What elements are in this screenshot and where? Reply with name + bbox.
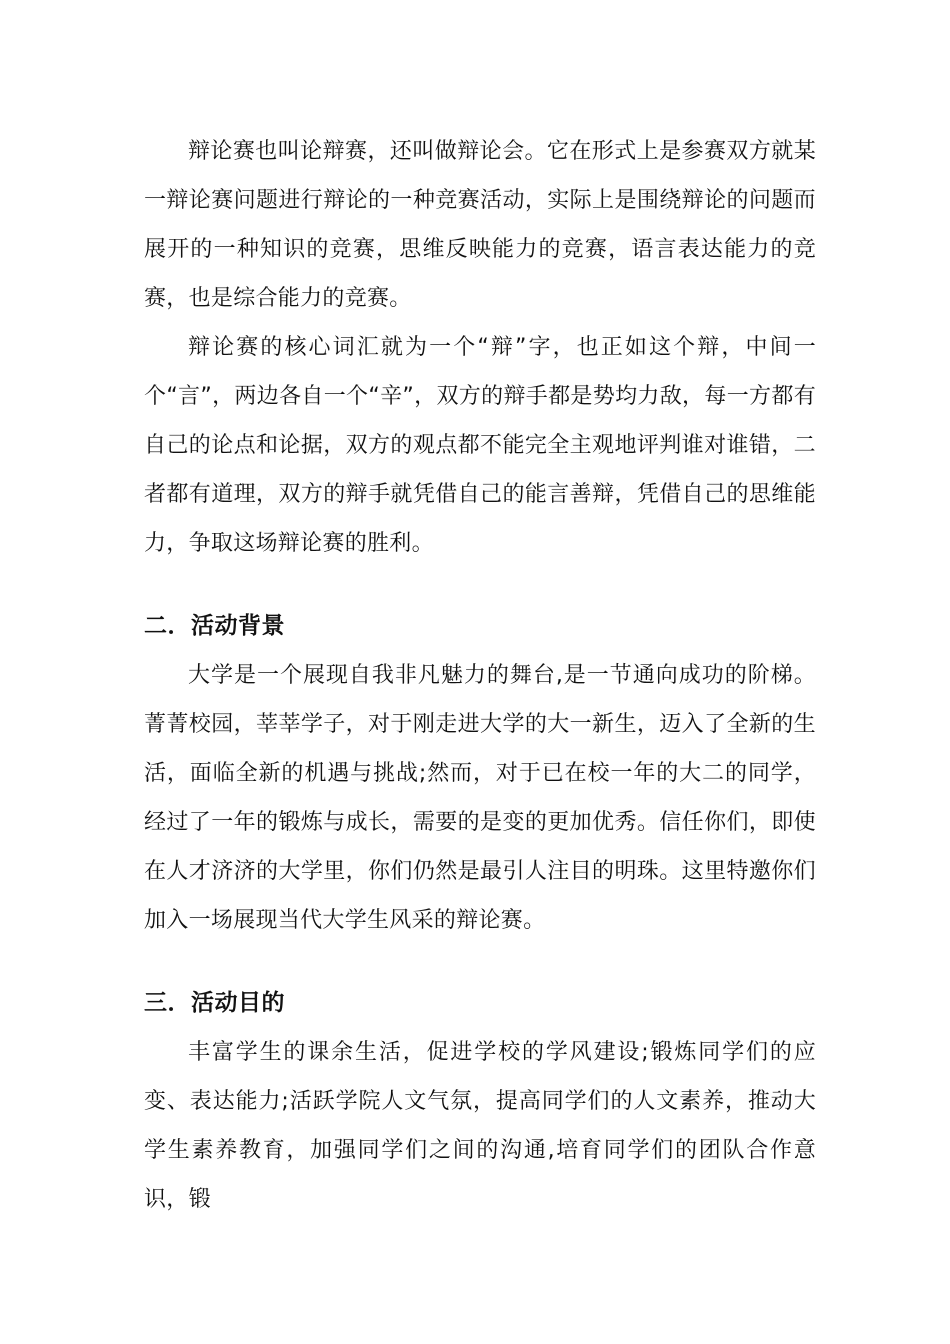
background-paragraph: 大学是一个展现自我非凡魅力的舞台,是一节通向成功的阶梯。菁菁校园，莘莘学子，对于刚走进大学的大一新生，迈入了全新的生活，面临全新的机遇与挑战;然而，对于已在校一年的大二的同学，经过了一年的锻炼与成长，需要的是变的更加优秀。信任你们，即使在人才济济的大学里，你们仍然是最引人注目的明珠。这里特邀你们加入一场展现当代大学生风采的辩论赛。 <box>144 663 816 933</box>
purpose-paragraph: 丰富学生的课余生活，促进学校的学风建设;锻炼同学们的应变、表达能力;活跃学院人文气氛，提高同学们的人文素养，推动大学生素养教育，加强同学们之间的沟通,培育同学们的团队合作意识，锻 <box>144 1040 816 1212</box>
section-heading-background: 二．活动背景 <box>144 613 285 639</box>
section-heading-purpose: 三．活动目的 <box>144 990 285 1016</box>
document-body <box>144 127 816 1224</box>
intro-paragraph-2: 辩论赛的核心词汇就为一个“辩”字，也正如这个辩，中间一个“言”，两边各自一个“辛”，双方的辩手都是势均力敌，每一方都有自己的论点和论据，双方的观点都不能完全主观地评判谁对谁错，二者都有道理，双方的辩手就凭借自己的能言善辩，凭借自己的思维能力，争取这场辩论赛的胜利。 <box>144 335 816 556</box>
intro-paragraph-1: 辩论赛也叫论辩赛，还叫做辩论会。它在形式上是参赛双方就某一辩论赛问题进行辩论的一种竞赛活动，实际上是围绕辩论的问题而展开的一种知识的竞赛，思维反映能力的竞赛，语言表达能力的竞赛，也是综合能力的竞赛。 <box>144 139 816 311</box>
